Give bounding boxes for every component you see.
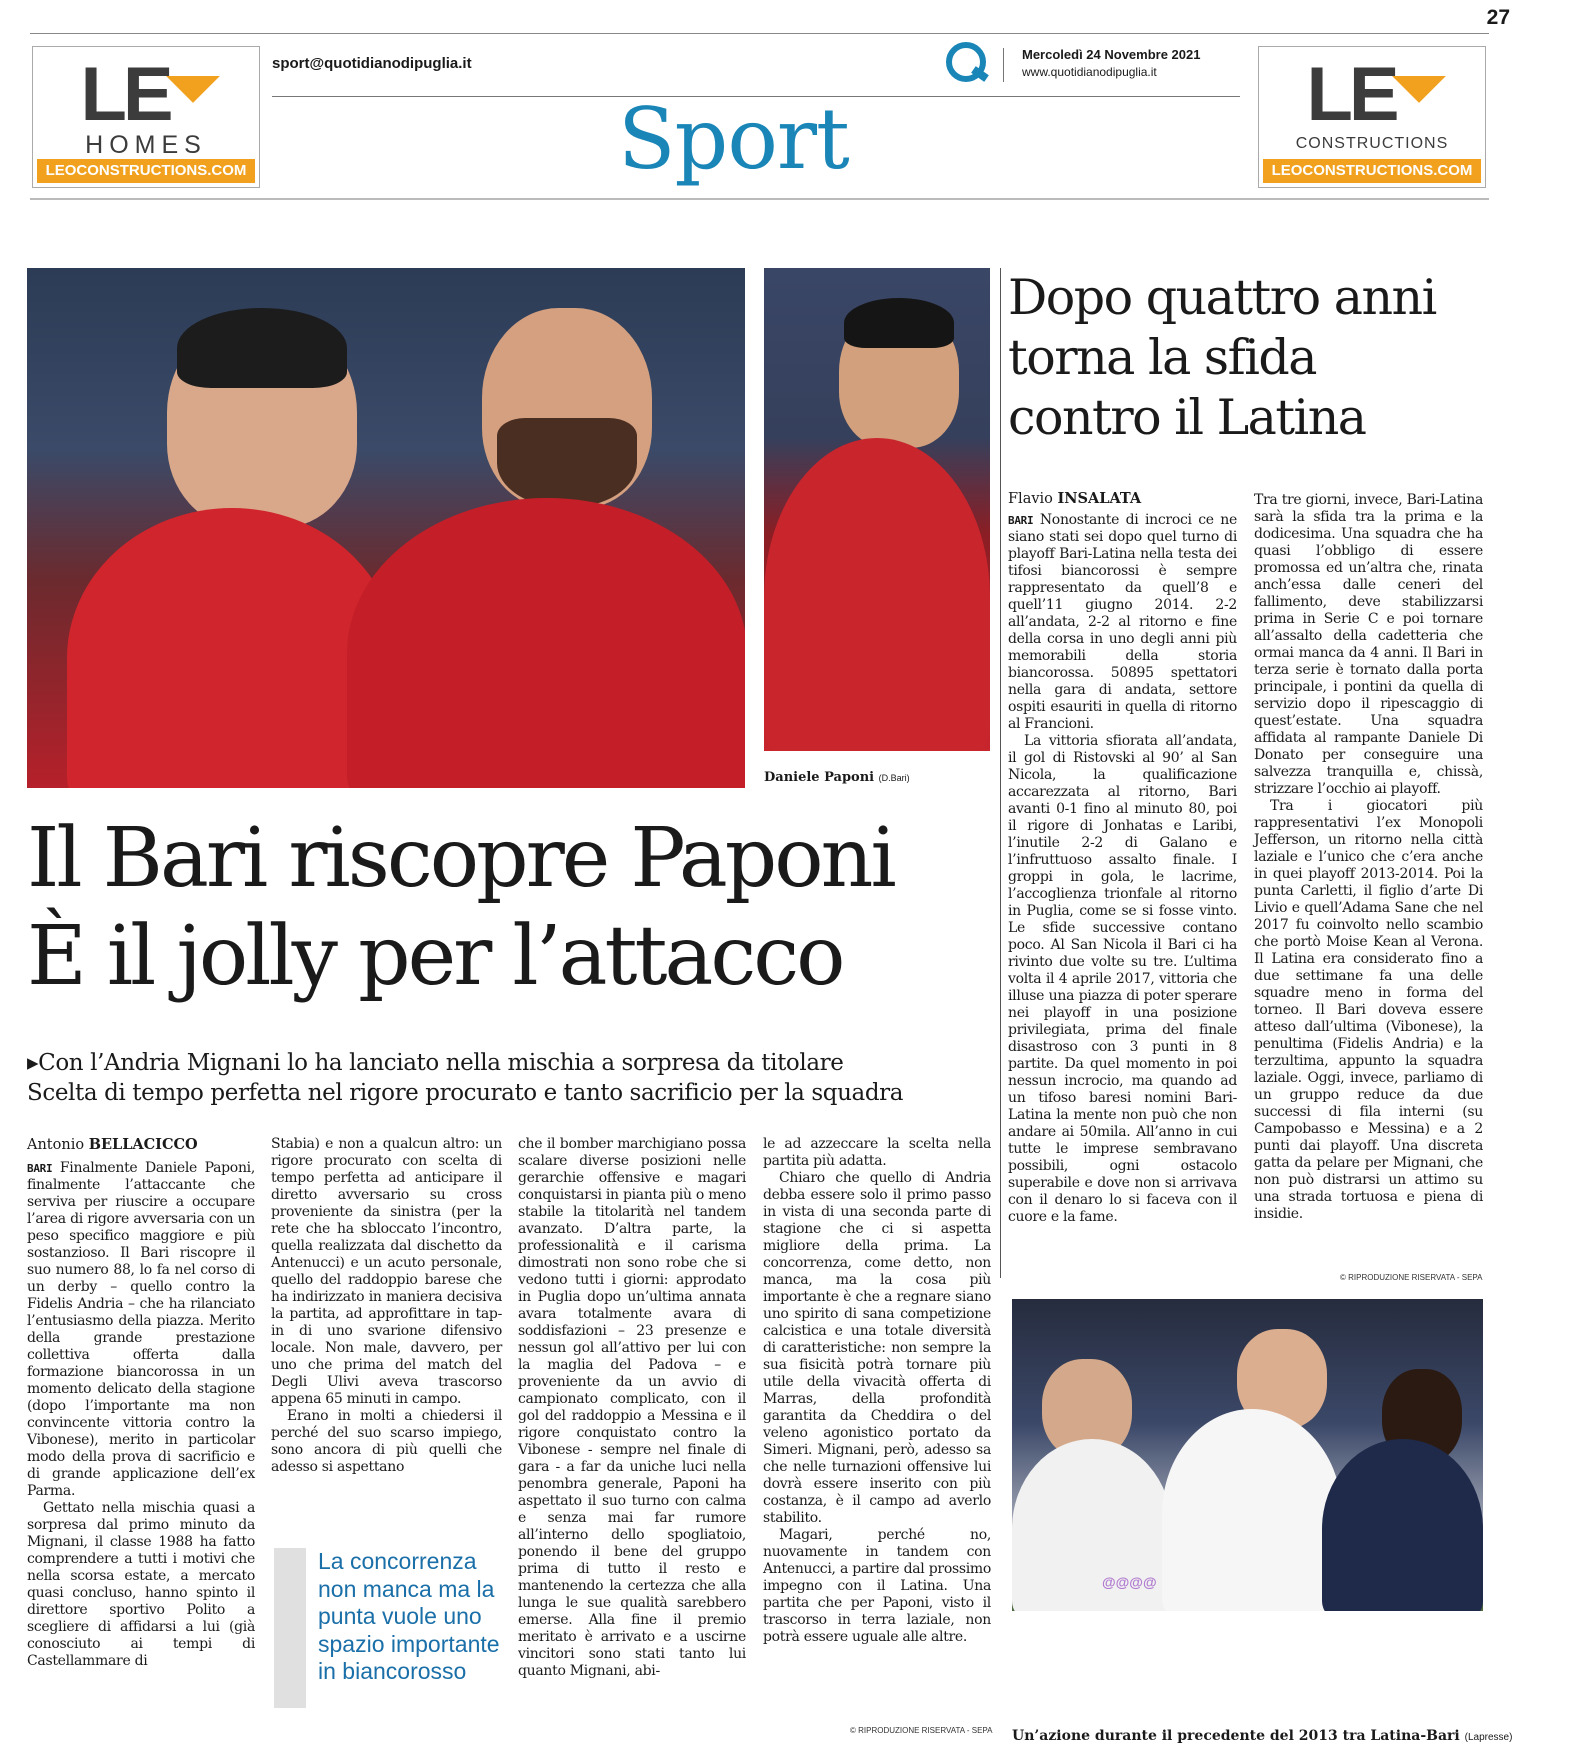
side-copyright: © RIPRODUZIONE RISERVATA - SEPA [1340, 1273, 1483, 1282]
ad-logo: LE [33, 57, 259, 133]
main-byline: Antonio BELLACICCO [27, 1136, 198, 1153]
ad-url: LEOCONSTRUCTIONS.COM [1263, 159, 1481, 183]
watermark: @@@@ [1102, 1574, 1157, 1590]
ad-subtitle: CONSTRUCTIONS [1295, 135, 1449, 152]
main-photo-players [27, 268, 745, 788]
main-article-col-2: Stabia) e non a qualcun altro: un rigore procurato con scelta di tempo perfetta ad anticipare il diretto avversario su cross proveniente da sinistra (per la rete che ha sbloccato l’incontro, quella realizzata dal dischetto da Antenucci) e un acuto personale, quello del raddoppio barese che ha indirizzato in maniera decisiva la partita, ad approfittare in tap-in di uno svarione difensivo locale. Non male, davvero, per uno che prima del match del Degli Ulivi aveva trascorso appena 65 minuti in campo. Erano in molti a chiedersi il perché del suo scarso impiego, sono ancora di più quelli che adesso si aspettano [271, 1136, 502, 1475]
side-byline: Flavio INSALATA [1008, 490, 1142, 507]
pullquote: La concorrenza non manca ma la punta vuole uno spazio importante in biancorosso [318, 1548, 500, 1684]
ad-leo-homes[interactable] [32, 46, 260, 188]
logo-triangle-icon [1392, 49, 1446, 103]
ad-leo-constructions[interactable] [1258, 46, 1486, 188]
newspaper-url[interactable]: www.quotidianodipuglia.it [1022, 65, 1157, 79]
player-jersey [347, 498, 745, 788]
photo-caption: Daniele Paponi (D.Bari) [764, 770, 910, 785]
main-article-summary: ▸Con l’Andria Mignani lo ha lanciato nella mischia a sorpresa da titolare Scelta di tempo perfetta nel rigore procurato e tanto sacrificio per la squadra [27, 1050, 904, 1106]
player-beard [497, 418, 637, 508]
logo-triangle-icon [166, 49, 220, 103]
player-jersey [764, 438, 990, 751]
issue-date: Mercoledì 24 Novembre 2021 [1022, 47, 1201, 62]
side-photo-paponi [764, 268, 990, 751]
section-title: Sport [618, 90, 849, 188]
bottom-photo-caption: Un’azione durante il precedente del 2013 tra Latina-Bari (Lapresse) [1012, 1728, 1513, 1744]
header-bottom-rule [30, 198, 1489, 200]
side-article-col-2: Tra tre giorni, invece, Bari-Latina sarà la sfida tra la prima e la dodicesima. Una squadra che ha quasi l’obbligo di essere promossa ed un’altra che, rinata anch’essa dalle ceneri del fallimento, deve stabilizzarsi prima in Serie C e poi tornare all’assalto della cadetteria che ormai manca da 4 anni. Il Bari in terza serie è tornato dalla porta principale, i pontini da quella di servizio dopo il ripescaggio di quest’estate. Una squadra affidata al rampante Daniele Di Donato per conseguire una salvezza tranquilla e, chissà, strizzare l’occhio ai playoff. Tra i giocatori più rappresentativi l’ex Monopoli Jefferson, un ritorno nella città laziale e l’unico che c’era anche in quei playoff 2013-2014. Poi la punta Carletti, il figlio d’arte Di Livio e quell’Adama Sane che nel 2017 fu coinvolto nello scambio che portò Moise Kean al Verona. Il Latina era considerato fino a due settimane fa una delle squadre meno in forma del torneo. Il Bari doveva essere atteso dall’ultima (Vibonese), la penultima (Fidelis Andria) e la terzultima, appunto la squadra laziale. Oggi, invece, parliamo di un gruppo reduce da due successi di fila interni (su Campobasso e Messina) e a 2 punti dai playoff. Una discreta gatta da pelare per Mignani, che non può distrarsi un attimo su una strada tortuosa e piena di insidie. [1254, 492, 1483, 1222]
main-article-col-4: le ad azzeccare la scelta nella partita più adatta. Chiaro che quello di Andria debba essere solo il primo passo in vista di una seconda parte di stagione che ci si aspetta migliore della prima. La concorrenza, come detto, non manca, ma la cosa più importante è che a regnare siano uno spirito di sana competizione calcistica e una totale diversità di caratteristiche: non sempre la sua fisicità potrà tornare più utile della vivacità offerta di Marras, della profondità garantita da Cheddira o del veleno agonistico portato da Simeri. Mignani, però, adesso sa che nelle turnazioni offensive lui dovrà essere inserito con più costanza, è il campo ad averlo stabilito. Magari, perché no, nuovamente in tandem con Antenucci, a partire dal prossimo impegno con il Latina. Una partita che per Paponi, visto il trascorso in terra laziale, non potrà essere uguale alle altre. [763, 1136, 991, 1645]
main-article-col-1: BARI Finalmente Daniele Paponi, finalmente l’attaccante che serviva per riuscire a occupare l’area di rigore avversaria con un peso specifico maggiore e più sostanzioso. Il Bari riscopre il suo numero 88, lo fa nel corso di un derby – quello contro la Fidelis Andria – che ha rilanciato l’entusiasmo della piazza. Merito della grande prestazione collettiva offerta dalla formazione biancorossa in un momento delicato della stagione (dopo l’importante ma non convincente vittoria contro la Vibonese), merito in particolar modo della prova di sacrificio e di grande applicazione dell’ex Parma. Gettato nella mischia quasi a sorpresa dal primo minuto da Mignani, il classe 1988 ha fatto comprendere a tutti i motivi che nella scorsa estate, a mercato quasi concluso, hanno spinto il direttore sportivo Polito a scegliere di affidarsi a lui (già conosciuto ai tempi di Castellammare di [27, 1160, 255, 1669]
ad-logo: LE [1259, 57, 1485, 133]
pullquote-bar [274, 1548, 306, 1708]
page-number: 27 [1486, 6, 1510, 29]
player-jersey [1322, 1439, 1483, 1611]
bottom-photo-match [1012, 1299, 1483, 1611]
main-article-headline: Il Bari riscopre Paponi È il jolly per l’attacco [27, 811, 894, 1004]
side-article-col-1: BARI Nonostante di incroci ce ne siano stati sei dopo quel turno di playoff Bari-Latina nella testa dei tifosi biancorossi è sempre rappresentato da quell’8 e quell’11 giugno 2014. 2-2 all’andata, 2-2 al ritorno e fine della corsa in uno degli anni più memorabili della storia biancorossa. 50895 spettatori nella gara di andata, settore ospiti esauriti in quella di ritorno al Francioni. La vittoria sfiorata all’andata, il gol di Ristovski al 90’ al San Nicola, la qualificazione accarezzata al ritorno, Bari avanti 0-1 fino al minuto 80, poi il rigore di Jonhatas e Laribi, l’inutile 2-2 di Galano e l’infruttuoso assalto finale. I groppi in gola, le lacrime, l’accoglienza trionfale al ritorno in Puglia, come se si fosse vinto. Le sfide successive contano poco. Al San Nicola il Bari ci ha rivinto due volte su tre. L’ultima volta il 4 aprile 2017, vittoria che illuse una piazza di poter sperare nei playoff in una posizione privilegiata, prima del finale disastroso con 3 punti in 8 partite. Da quel momento in poi nessun incrocio, ma quando ad un tifoso baresi nomini Bari-Latina la mente non può che non andare ai 50mila. All’anno in cui tutte le imprese sembravano possibili, ogni ostacolo superabile e dove non si arrivava con il denaro lo si faceva con il cuore e la fame. [1008, 512, 1237, 1225]
player-jersey [1162, 1409, 1342, 1611]
side-article-headline: Dopo quattro anni torna la sfida contro il Latina [1008, 269, 1436, 446]
player-hair [177, 308, 347, 388]
top-rule [30, 33, 1489, 34]
ad-url: LEOCONSTRUCTIONS.COM [37, 159, 255, 183]
player-hair [844, 298, 954, 348]
main-copyright: © RIPRODUZIONE RISERVATA - SEPA [850, 1726, 993, 1735]
main-article-col-3: che il bomber marchigiano possa scalare diverse posizioni nelle gerarchie offensive e magari conquistarsi in pianta più o meno stabile la titolarità nel tandem avanzato. D’altra parte, la professionalità e il carisma dimostrati non sono robe che si vedono tutti i giorni: approdato in Puglia dopo un’ultima annata avara totalmente avara di soddisfazioni – 23 presenze e nessun gol all’attivo per lui con la maglia del Padova – e proveniente da un avvio di campionato complicato, con il gol del raddoppio a Messina e il rigore conquistato contro la Vibonese - sempre nel finale di gara - a far da uniche luci nella penombra generale, Paponi ha aspettato il suo turno con calma e senza mai far rumore all’interno dello spogliatoio, ponendo il bene del gruppo prima di tutto il resto e mantenendo la certezza che alla lunga le sue qualità sarebbero emerse. Alla fine il premio meritato è arrivato e a uscirne vincitori sono stati tanto lui quanto Mignani, abi- [518, 1136, 746, 1679]
section-email[interactable]: sport@quotidianodipuglia.it [272, 55, 472, 72]
header-divider [1003, 48, 1004, 82]
column-divider [1000, 268, 1001, 1278]
ad-subtitle: HOMES [85, 131, 207, 159]
